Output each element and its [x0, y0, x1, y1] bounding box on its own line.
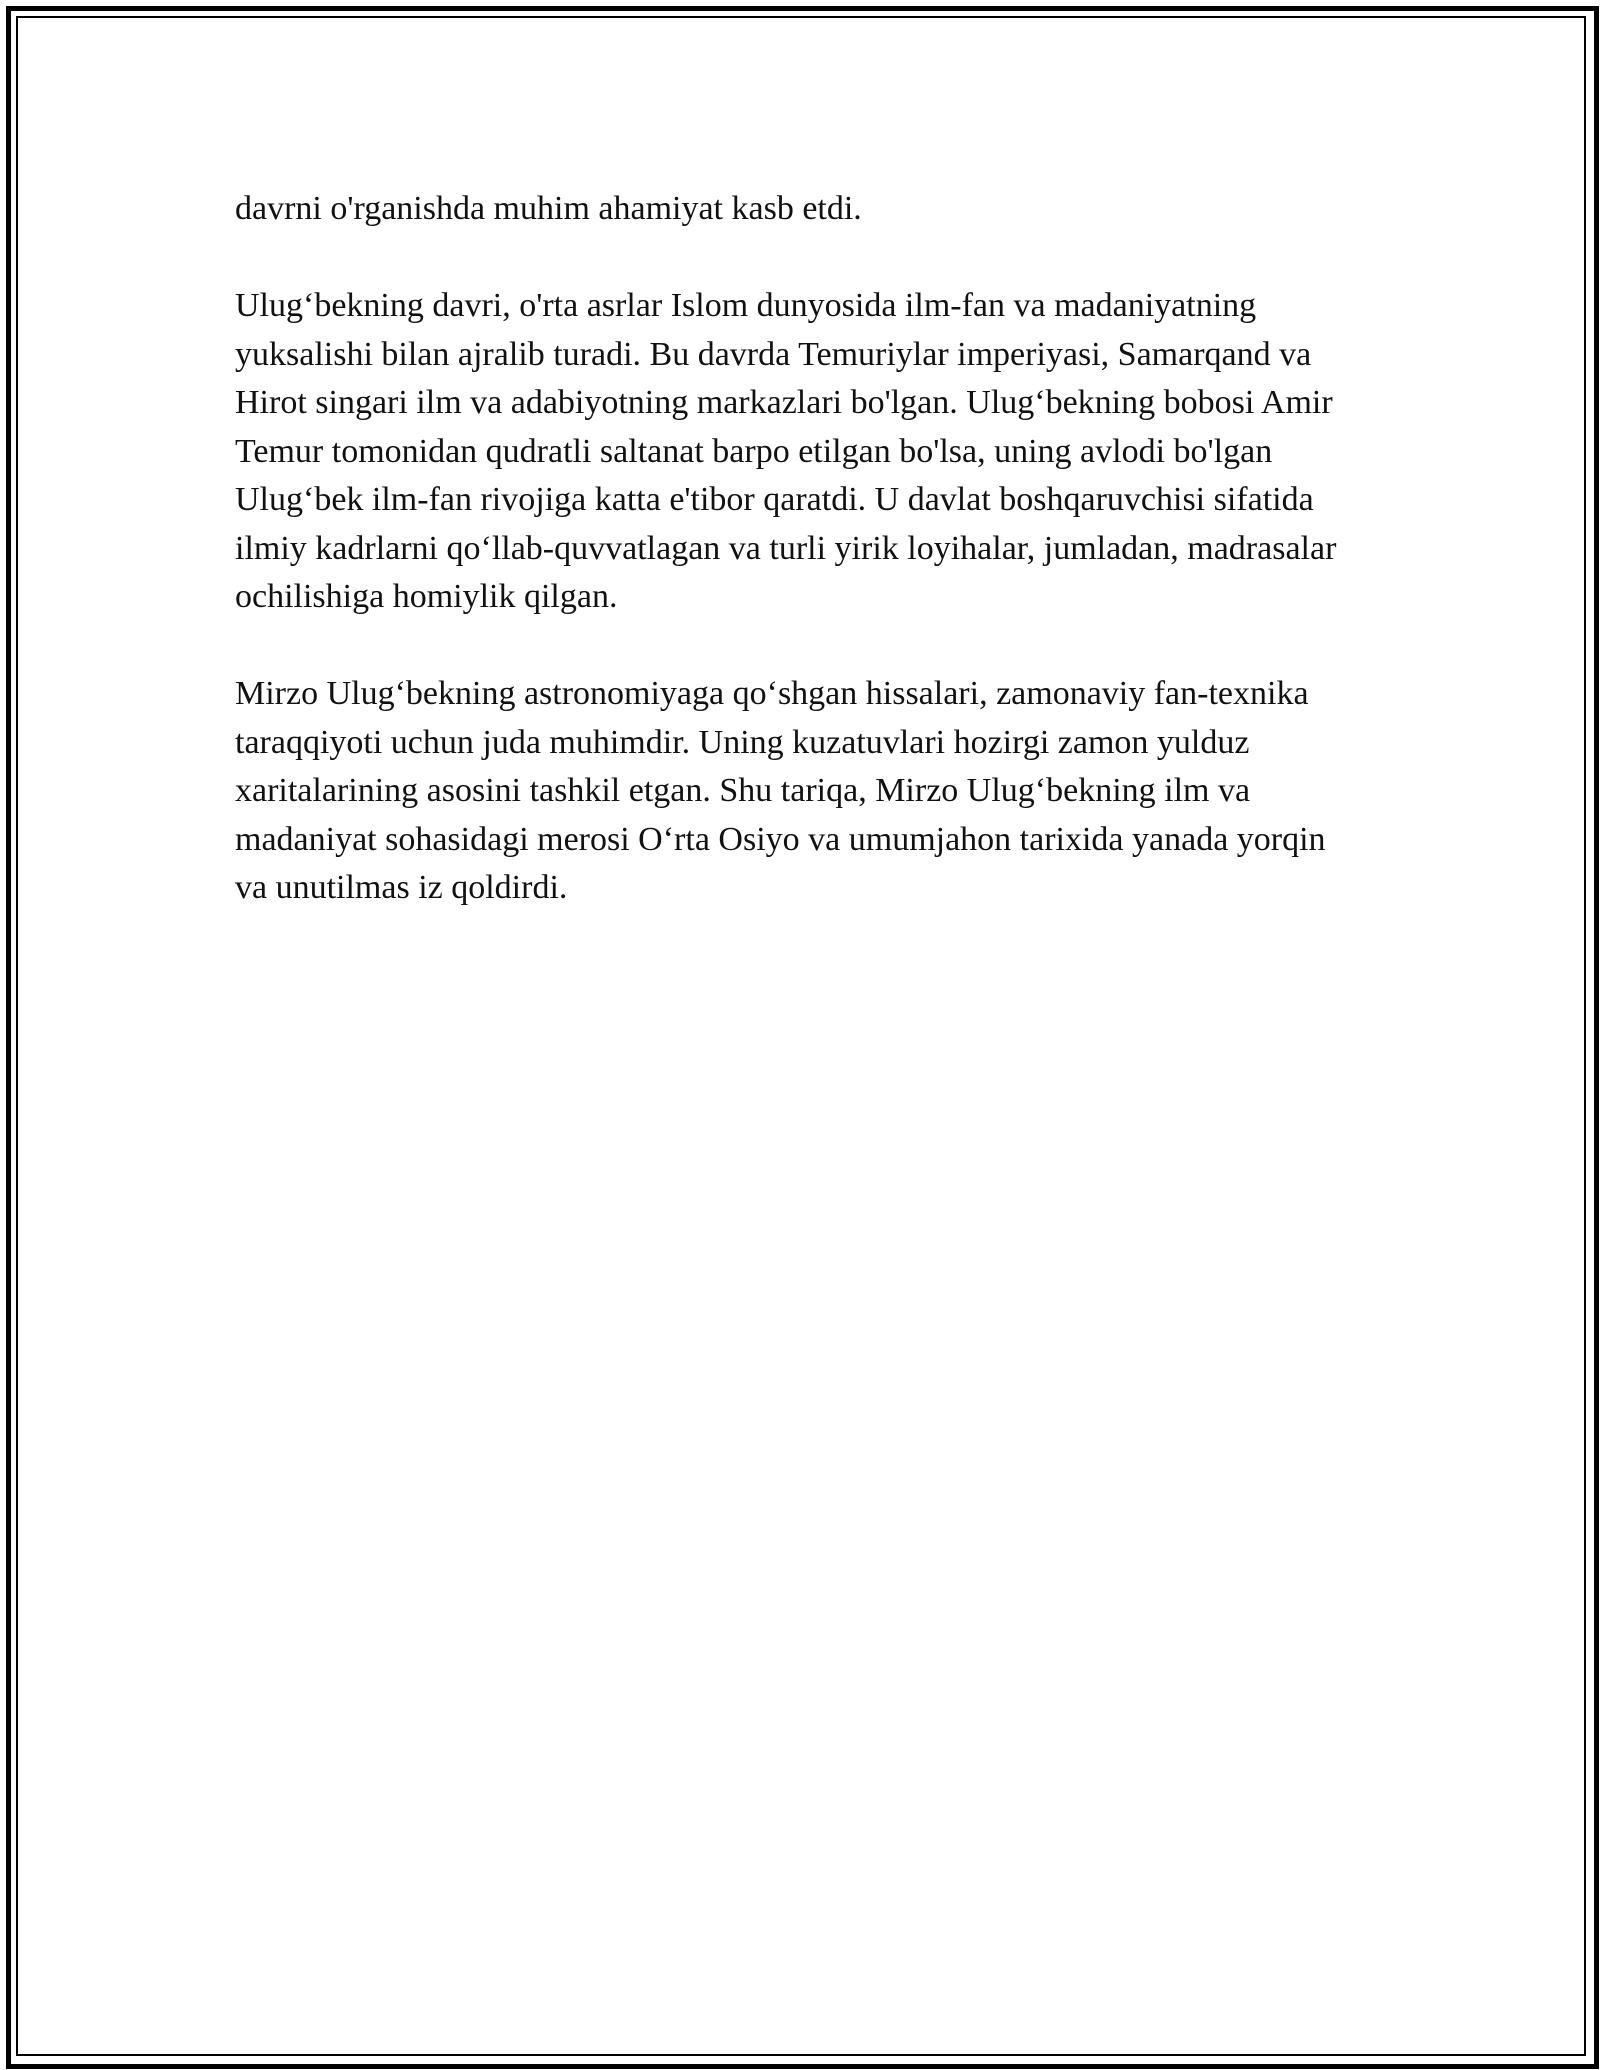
paragraph-continuation: davrni o'rganishda muhim ahamiyat kasb etdi. [235, 190, 862, 227]
paragraph-astronomy-legacy: Mirzo Ulug‘bekning astronomiyaga qo‘shgan hissalari, zamonaviy fan-texnika taraqqiyoti uchun juda muhimdir. Uning kuzatuvlari hozirgi zamon yulduz xaritalarining asosini tashkil etgan. Shu tariqa, Mirzo Ulug‘bekning ilm va madaniyat sohasidagi merosi O‘rta Osiyo va umumjahon tarixida yanada yorqin va unutilmas iz qoldirdi. [235, 675, 1326, 906]
document-body [235, 185, 1365, 961]
paragraph-ulugbek-era: Ulug‘bekning davri, o'rta asrlar Islom dunyosida ilm-fan va madaniyatning yuksalishi bilan ajralib turadi. Bu davrda Temuriylar imperiyasi, Samarqand va Hirot singari ilm va adabiyotning markazlari bo'lgan. Ulug‘bekning bobosi Amir Temur tomonidan qudratli saltanat barpo etilgan bo'lsa, uning avlodi bo'lgan Ulug‘bek ilm-fan rivojiga katta e'tibor qaratdi. U davlat boshqaruvchisi sifatida ilmiy kadrlarni qo‘llab-quvvatlagan va turli yirik loyihalar, jumladan, madrasalar ochilishiga homiylik qilgan. [235, 287, 1337, 615]
